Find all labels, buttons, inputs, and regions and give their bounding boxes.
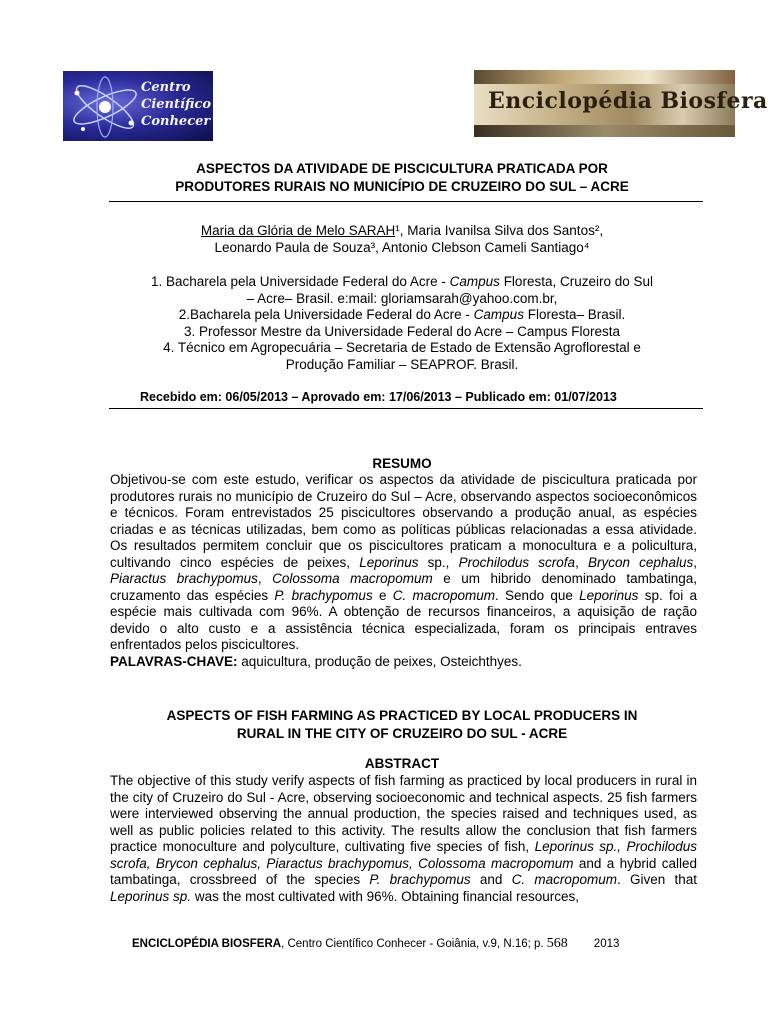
affiliation-4: 4. Técnico em Agropecuária – Secretaria de Estado de Extensão Agroflorestal e (163, 340, 641, 355)
logo-line-3: Conhecer (141, 114, 211, 129)
keywords-label: PALAVRAS-CHAVE: (110, 653, 238, 669)
title-pt (110, 160, 694, 196)
affiliation-1: 1. Bacharela pela Universidade Federal do Acre - Campus Floresta, Cruzeiro do Sul (150, 274, 653, 289)
affiliations (110, 274, 694, 373)
title-rule (109, 201, 703, 202)
centro-cientifico-conhecer-logo (63, 71, 213, 141)
logo-title: Enciclopédia Biosfera (488, 88, 768, 114)
authors (110, 223, 694, 256)
footer-page: 568 (546, 936, 568, 951)
authors-line-1: Maria da Glória de Melo SARAH¹, Maria Ivanilsa Silva dos Santos², (200, 223, 604, 238)
footer-journal: ENCICLOPÉDIA BIOSFERA (132, 938, 282, 950)
submission-dates: Recebido em: 06/05/2013 – Aprovado em: 17/06/2013 – Publicado em: 01/07/2013 (140, 390, 617, 404)
page-footer (132, 936, 619, 952)
first-author: Maria da Glória de Melo SARAH (200, 223, 396, 238)
title-en (110, 707, 694, 743)
affiliation-4-cont: Produção Familiar – SEAPROF. Brasil. (285, 356, 519, 372)
affiliation-1-cont: – Acre– Brasil. e:mail: gloriamsarah@yahoo.com.br, (246, 290, 558, 306)
logo-line-2: Científico (141, 97, 211, 112)
dates-rule (109, 408, 703, 409)
resumo-body: Objetivou-se com este estudo, verificar os aspectos da atividade de piscicultura praticada por produtores rurais no município de Cruzeiro do Sul – Acre, observando aspectos socioeconômicos e técnicos. Foram entrevistados 25 piscicultores observando a produção anual, as espécies criadas e as técnicas utilizadas, bem como as políticas públicas relacionadas a essa atividade. Os resultados permitem concluir que os piscicultores praticam a monocultura e a policultura, cultivando cinco espécies de peixes, Leporinus sp., Prochilodus scrofa, Brycon cephalus, Piaractus brachypomus, Colossoma macropomum e um hibrido denominado tambatinga, cruzamento das espécies P. brachypomus e C. macropomum. Sendo que Leporinus sp. foi a espécie mais cultivada com 96%. A obtenção de recursos financeiros, a aquisição de ração devido o alto custo e a assistência técnica especializada, foram os principais entraves enfrentados pelos piscicultores. PALAVRAS-CHAVE: aquicultura, produção de peixes, Osteichthyes. (110, 472, 697, 669)
resumo-heading: RESUMO (372, 456, 432, 471)
title-en-line-2: RURAL IN THE CITY OF CRUZEIRO DO SUL - ACRE (236, 726, 568, 741)
title-pt-line-2: PRODUTORES RURAIS NO MUNICÍPIO DE CRUZEIRO DO SUL – ACRE (175, 179, 629, 194)
title-pt-line-1: ASPECTOS DA ATIVIDADE DE PISCICULTURA PRATICADA POR (196, 161, 608, 176)
title-en-line-1: ASPECTS OF FISH FARMING AS PRACTICED BY LOCAL PRODUCERS IN (166, 708, 638, 723)
authors-line-2: Leonardo Paula de Souza³, Antonio Clebson Cameli Santiago⁴ (214, 239, 590, 255)
logo-top-band (474, 70, 735, 84)
footer-citation: , Centro Científico Conhecer - Goiânia, v.9, N.16; p. (281, 938, 547, 950)
footer-year: 2013 (593, 938, 620, 950)
logo-bottom-band (474, 125, 735, 137)
abstract-heading: ABSTRACT (364, 756, 440, 771)
abstract-body: The objective of this study verify aspects of fish farming as practiced by local producers in rural in the city of Cruzeiro do Sul - Acre, observing socioeconomic and technical aspects. 25 fish farmers were interviewed observing the annual production, the species raised and techniques used, as well as public policies related to this activity. The results allow the conclusion that fish farmers practice monoculture and polyculture, cultivating five species of fish, Leporinus sp., Prochilodus scrofa, Brycon cephalus, Piaractus brachypomus, Colossoma macropomum and a hybrid called tambatinga, crossbreed of the species P. brachypomus and C. macropomum. Given that Leporinus sp. was the most cultivated with 96%. Obtaining financial resources, (110, 773, 698, 904)
affiliation-2: 2.Bacharela pela Universidade Federal do Acre - Campus Floresta– Brasil. (178, 307, 626, 322)
affiliation-3: 3. Professor Mestre da Universidade Federal do Acre – Campus Floresta (184, 323, 620, 339)
logo-line-1: Centro (141, 80, 191, 95)
keywords: aquicultura, produção de peixes, Osteichthyes. (237, 653, 522, 669)
enciclopedia-biosfera-logo (474, 70, 768, 137)
